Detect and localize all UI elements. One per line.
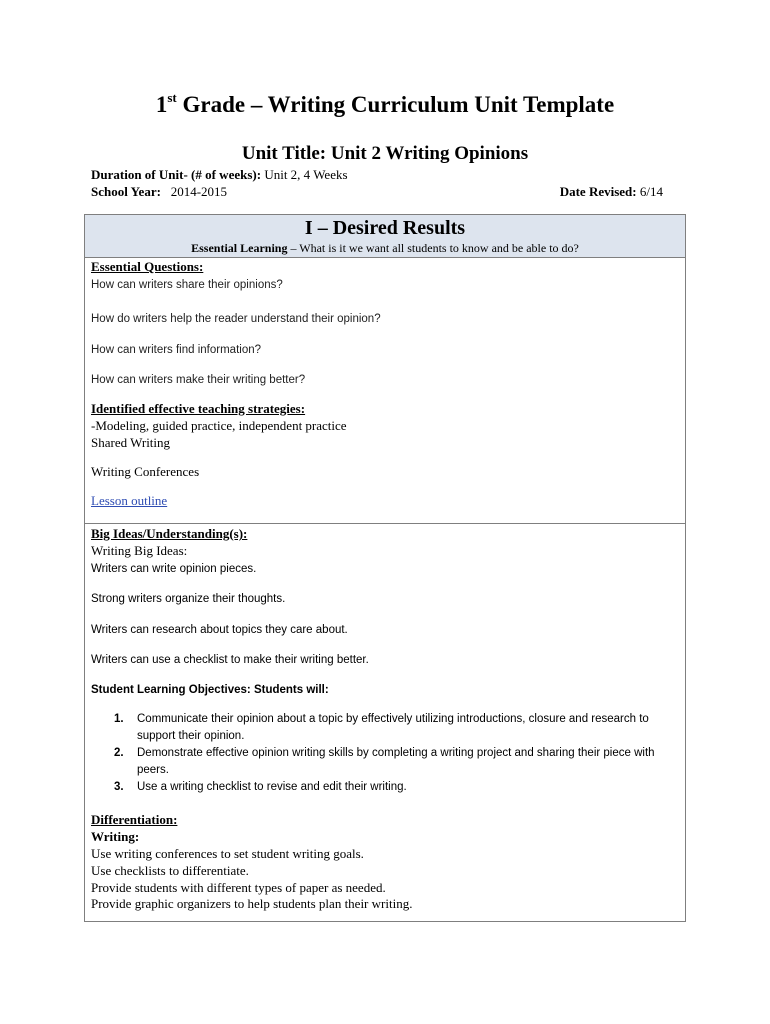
objective-2-number: 2. — [114, 747, 124, 759]
big-ideas-subheading: Writing Big Ideas: — [91, 543, 188, 558]
essential-question-3: How can writers find information? — [91, 344, 262, 356]
document-title — [0, 92, 770, 118]
duration-value: Unit 2, 4 Weeks — [261, 167, 348, 182]
big-idea-3: Writers can research about topics they care about. — [91, 624, 348, 636]
title-ordinal-suffix: st — [167, 90, 177, 105]
school-year-line — [91, 184, 227, 200]
section-subtitle-rest: – What is it we want all students to know and be able to do? — [287, 241, 579, 255]
big-idea-2: Strong writers organize their thoughts. — [91, 593, 286, 605]
differentiation-item-2: Use checklists to differentiate. — [91, 863, 249, 878]
essential-question-4: How can writers make their writing better? — [91, 374, 306, 386]
essential-questions-heading: Essential Questions: — [91, 259, 204, 274]
essential-question-2: How do writers help the reader understand their opinion? — [91, 313, 381, 325]
title-grade-number: 1 — [155, 92, 168, 117]
objective-1-number: 1. — [114, 713, 124, 725]
essential-questions-cell — [85, 258, 685, 524]
unit-title: Unit Title: Unit 2 Writing Opinions — [241, 143, 529, 164]
section-header — [85, 215, 685, 258]
objectives-heading: Student Learning Objectives: Students will: — [91, 684, 329, 696]
big-idea-1: Writers can write opinion pieces. — [91, 563, 257, 575]
title-text: Grade – Writing Curriculum Unit Template — [176, 92, 615, 117]
section-subtitle — [85, 241, 685, 256]
school-year-value: 2014-2015 — [160, 184, 228, 199]
strategies-heading: Identified effective teaching strategies: — [91, 401, 306, 416]
section-subtitle-bold: Essential Learning — [191, 241, 288, 255]
school-year-label: School Year: — [91, 184, 161, 199]
objective-3-text: Use a writing checklist to revise and edit their writing. — [137, 781, 407, 793]
duration-label: Duration of Unit- (# of weeks): — [91, 167, 262, 182]
big-idea-4: Writers can use a checklist to make their writing better. — [91, 654, 369, 666]
differentiation-item-1: Use writing conferences to set student writing goals. — [91, 846, 364, 861]
objective-3-number: 3. — [114, 781, 124, 793]
section-title: I – Desired Results — [304, 217, 466, 239]
strategy-line-1: -Modeling, guided practice, independent practice — [91, 418, 347, 433]
big-ideas-heading: Big Ideas/Understanding(s): — [91, 526, 248, 541]
differentiation-item-4: Provide graphic organizers to help students plan their writing. — [91, 896, 413, 911]
date-revised-value: 6/14 — [636, 184, 663, 199]
strategy-line-3: Writing Conferences — [91, 464, 200, 479]
objective-2-text: Demonstrate effective opinion writing skills by completing a writing project and sharing their piece with peers. — [137, 747, 655, 776]
strategy-line-2: Shared Writing — [91, 435, 171, 450]
duration-line — [91, 167, 348, 183]
essential-question-1: How can writers share their opinions? — [91, 279, 283, 291]
lesson-outline-link[interactable]: Lesson outline — [91, 493, 168, 508]
differentiation-item-3: Provide students with different types of paper as needed. — [91, 880, 386, 895]
date-revised-line — [560, 184, 663, 200]
differentiation-heading: Differentiation: — [91, 812, 178, 827]
differentiation-subheading: Writing: — [91, 829, 140, 844]
date-revised-label: Date Revised: — [559, 184, 637, 199]
objective-1-text: Communicate their opinion about a topic by effectively utilizing introductions, closure and research to support their opinion. — [137, 713, 649, 742]
desired-results-table — [84, 214, 686, 922]
